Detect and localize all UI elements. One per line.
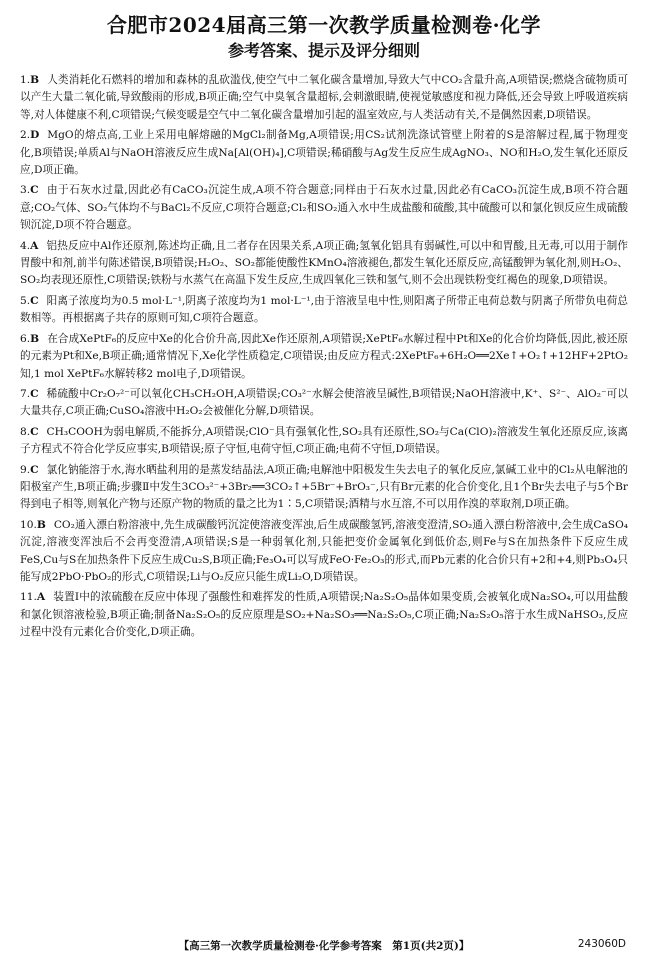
answer-explanation: 铝热反应中Al作还原剂,陈述均正确,且二者存在因果关系,A项正确;氢氧化铝具有弱碱性,可以中和胃酸,且无毒,可以用于制作胃酸中和剂,前半句陈述错误,B项错误;H₂O₂、SO₂都能使酸性KMnO₄溶液褪色,都发生氧化还原反应,高锰酸钾为氧化剂,则H₂O₂、SO₂均表现还原性,C项错误;铁粉与水蒸气在高温下发生反应,生成四氧化三铁和氢气,则不会出现铁粉变红褐色的现象,D项错误。 bbox=[20, 239, 628, 287]
answer-number: 5. bbox=[20, 294, 31, 307]
answer-key: D bbox=[30, 129, 40, 142]
answer-key: C bbox=[30, 463, 39, 476]
page-subtitle: 参考答案、提示及评分细则 bbox=[227, 41, 420, 60]
answer-number: 1. bbox=[20, 74, 31, 86]
answer-explanation: CH₃COOH为弱电解质,不能拆分,A项错误;ClO⁻具有强氧化性,SO₂具有还原性,SO₂与Ca(ClO)₂溶液发生氧化还原反应,该离子方程式不符合化学反应事实,B项错误;原子守恒,电荷守恒,C项正确;电荷不守恒,D项错误。 bbox=[20, 425, 628, 456]
answer-item bbox=[20, 127, 628, 179]
answer-number: 7. bbox=[20, 387, 31, 400]
answer-number: 6. bbox=[20, 332, 31, 345]
answer-key: C bbox=[30, 294, 39, 307]
answer-key: B bbox=[36, 518, 46, 531]
answer-item bbox=[20, 293, 628, 328]
answer-list bbox=[20, 72, 628, 642]
answer-item bbox=[20, 517, 628, 587]
footer-doc-code: 243060D bbox=[577, 938, 626, 950]
answer-explanation: MgO的熔点高,工业上采用电解熔融的MgCl₂制备Mg,A项错误;用CS₂试剂洗涤试管壁上附着的S是溶解过程,属于物理变化,B项错误;单质Al与NaOH溶液反应生成Na[Al(OH)₄],C项错误;稀硝酸与Ag发生反应生成AgNO₃、NO和H₂O,发生氧化还原反应,D项正确。 bbox=[20, 129, 628, 177]
page-title: 合肥市2024届高三第一次教学质量检测卷·化学 bbox=[106, 13, 542, 37]
answer-key: C bbox=[30, 387, 39, 400]
answer-item bbox=[20, 72, 628, 124]
answer-explanation: 稀硫酸中Cr₂O₇²⁻可以氧化CH₃CH₂OH,A项错误;CO₃²⁻水解会使溶液呈碱性,B项错误;NaOH溶液中,K⁺、S²⁻、AlO₂⁻可以大量共存,C项正确;CuSO₄溶液中H₂O₂会被催化分解,D项错误。 bbox=[20, 387, 628, 418]
answer-explanation: 氯化钠能溶于水,海水晒盐利用的是蒸发结晶法,A项正确;电解池中阳极发生失去电子的氧化反应,氯碱工业中的Cl₂从电解池的阳极室产生,B项正确;步骤Ⅱ中发生3CO₃²⁻+3Br₂══3CO₂↑+5Br⁻+BrO₃⁻,只有Br元素的化合价变化,且1个Br失去电子与5个Br得到电子相等,则氧化产物与还原产物的物质的量之比为1∶5,C项错误;酒精与水互溶,不可以用作溴的萃取剂,D项正确。 bbox=[20, 463, 628, 511]
answer-number: 2. bbox=[20, 129, 31, 142]
answer-key: B bbox=[30, 74, 40, 86]
answer-item bbox=[20, 589, 628, 641]
answer-key: A bbox=[36, 591, 46, 604]
answer-key: C bbox=[30, 425, 39, 438]
footer-page-info: 【高三第一次教学质量检测卷·化学参考答案 第1页(共2页)】 bbox=[178, 940, 470, 952]
page-footer bbox=[0, 938, 648, 953]
answer-number: 9. bbox=[20, 463, 31, 476]
answer-key: B bbox=[30, 332, 40, 345]
answer-item bbox=[20, 331, 628, 383]
answer-number: 8. bbox=[20, 425, 31, 438]
answer-item bbox=[20, 462, 628, 514]
answer-explanation: 在合成XePtF₆的反应中Xe的化合价升高,因此Xe作还原剂,A项错误;XePtF₆水解过程中Pt和Xe的化合价均降低,因此,被还原的元素为Pt和Xe,B项正确;通常情况下,Xe化学性质稳定,C项错误;由反应方程式:2XePtF₆+6H₂O══2Xe↑+O₂↑+12HF+2PtO₂知,1 mol XePtF₆水解转移2 mol电子,D项错误。 bbox=[20, 332, 628, 380]
answer-explanation: 装置Ⅰ中的浓硫酸在反应中体现了强酸性和难挥发的性质,A项错误;Na₂S₂O₅晶体如果变质,会被氧化成Na₂SO₄,可以用盐酸和氯化钡溶液检验,B项正确;制备Na₂S₂O₅的反应原理是SO₂+Na₂SO₃══Na₂S₂O₅,C项正确;Na₂S₂O₅溶于水生成NaHSO₃,反应过程中没有元素化合价变化,D项正确。 bbox=[20, 591, 628, 639]
answer-item bbox=[20, 182, 628, 234]
answer-explanation: 由于石灰水过量,因此必有CaCO₃沉淀生成,A项不符合题意;同样由于石灰水过量,因此必有CaCO₃沉淀生成,B项不符合题意;CO₂气体、SO₂气体均不与BaCl₂不反应,C项符合题意;Cl₂和SO₂通入水中生成盐酸和硫酸,其中硫酸可以和氯化钡反应生成硫酸钡沉淀,D项不符合题意。 bbox=[20, 184, 628, 232]
answer-number: 10. bbox=[20, 518, 37, 531]
answer-item bbox=[20, 386, 628, 421]
answer-key: C bbox=[30, 184, 39, 197]
answer-number: 3. bbox=[20, 184, 31, 197]
answer-item bbox=[20, 238, 628, 290]
answer-explanation: CO₂通入漂白粉溶液中,先生成碳酸钙沉淀使溶液变浑浊,后生成碳酸氢钙,溶液变澄清,SO₂通入漂白粉溶液中,会生成CaSO₄沉淀,溶液变浑浊后不会再变澄清,A项错误;S是一种弱氧化剂,只能把变价金属氧化到低价态,则Fe与S在加热条件下反应生成FeS,Cu与S在加热条件下反应生成Cu₂S,B项正确;Fe₃O₄可以写成FeO·Fe₂O₃的形式,而Pb元素的化合价只有+2和+4,则Pb₃O₄只能写成2PbO·PbO₂的形式,C项错误;Li与O₂反应只能生成Li₂O,D项错误。 bbox=[20, 518, 628, 583]
answer-number: 4. bbox=[20, 239, 31, 252]
answer-item bbox=[20, 424, 628, 459]
answer-key: A bbox=[30, 239, 39, 252]
answer-number: 11. bbox=[20, 591, 37, 604]
answer-explanation: 人类消耗化石燃料的增加和森林的乱砍滥伐,使空气中二氧化碳含量增加,导致大气中CO₂含量升高,A项错误;燃烧含硫物质可以产生大量二氧化硫,导致酸雨的形成,B项正确;空气中臭氧含量超标,会刺激眼睛,使视觉敏感度和视力降低,还会导致上呼吸道疾病等,对人体健康不利,C项错误;气候变暖是空气中二氧化碳含量增加引起的温室效应,与人类活动有关,不是偶然因素,D项错误。 bbox=[20, 74, 628, 121]
answer-explanation: 阳离子浓度均为0.5 mol·L⁻¹,阴离子浓度均为1 mol·L⁻¹,由于溶液呈电中性,则阳离子所带正电荷总数与阴离子所带负电荷总数相等。再根据离子共存的原则可知,C项符合题意。 bbox=[20, 294, 628, 325]
